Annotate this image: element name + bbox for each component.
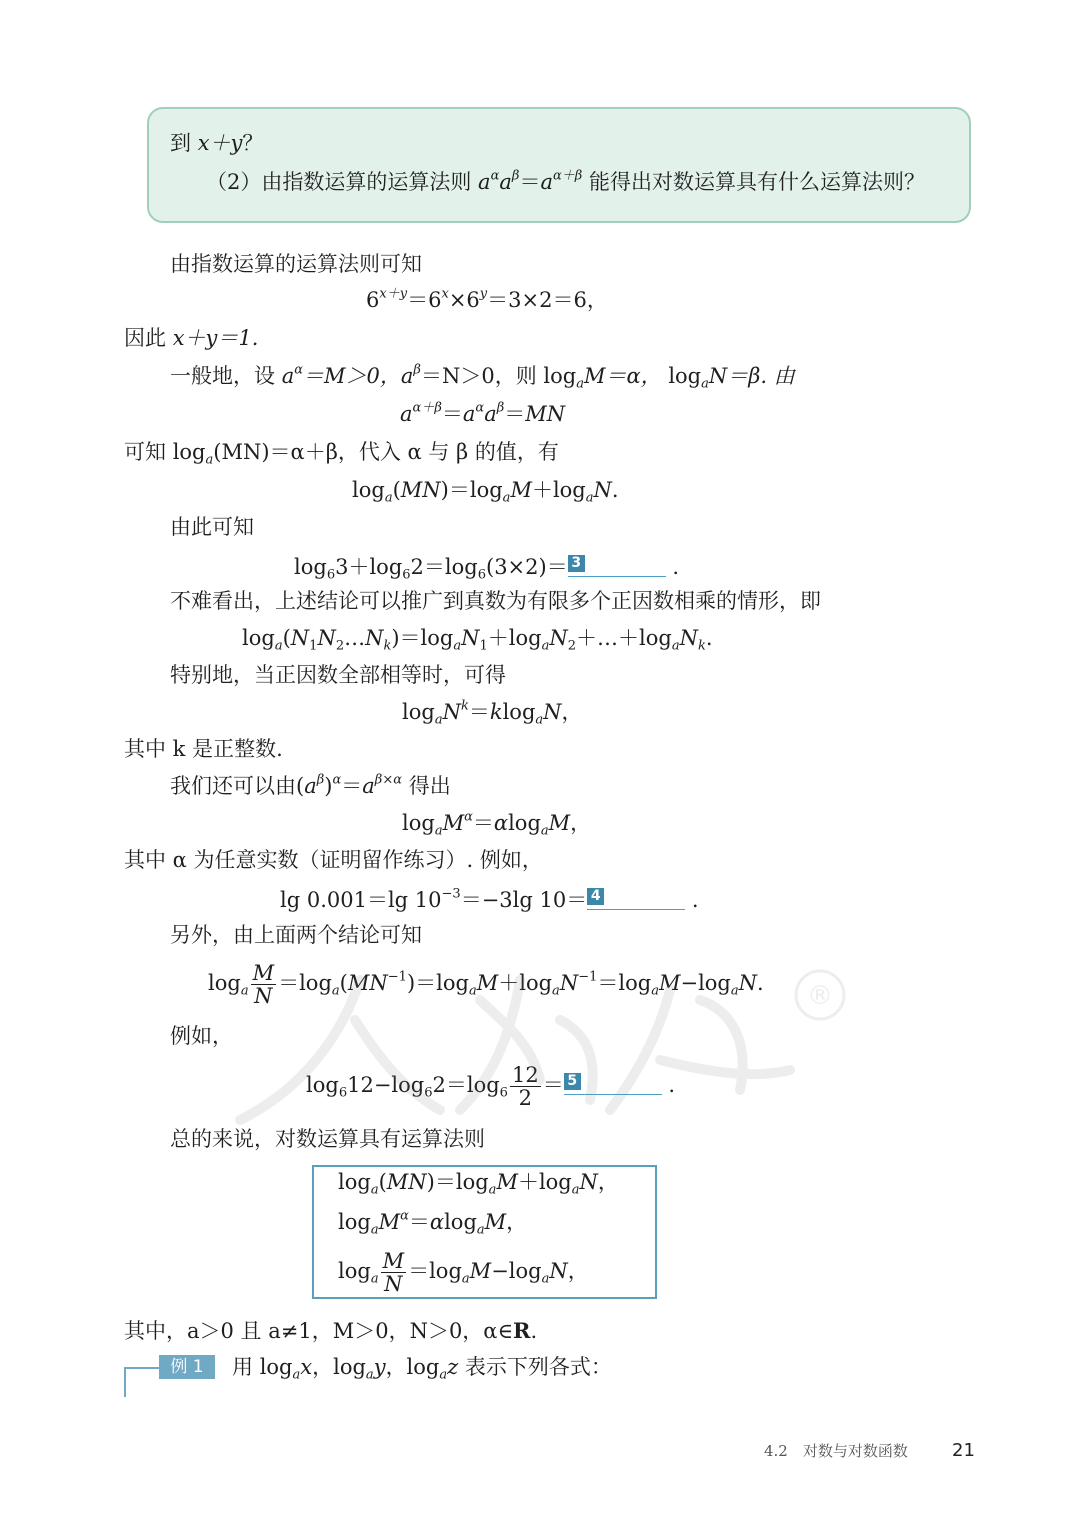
blank-number-badge: 4 xyxy=(587,888,604,905)
blank-number-badge: 3 xyxy=(568,555,585,572)
paragraph-6: 不难看出，上述结论可以推广到真数为有限多个正因数相乘的情形，即 xyxy=(170,589,821,613)
paragraph-5: 由此可知 xyxy=(170,515,254,539)
registered-mark: ® xyxy=(807,981,833,1011)
paragraph-10: 其中 α 为任意实数（证明留作练习）. 例如， xyxy=(124,848,543,872)
paragraph-11: 另外，由上面两个结论可知 xyxy=(170,923,422,947)
example-text: 用 $\log_ax$，$\log_ay$，$\log_az$ 表示下列各式： xyxy=(232,1355,612,1383)
think-box-line-1: 到 x＋y？ xyxy=(170,131,264,155)
formula-2: $a^{\alpha+\beta}=a^\alpha a^\beta=MN$ xyxy=(400,400,566,426)
formula-8: lg 0.001＝lg $10^{-3}=-3\lg$ 10＝ 4 . xyxy=(280,886,699,912)
formula-6: $\log_aN^k=klog_aN$， xyxy=(402,698,583,728)
formula-1: $6^{x+y}=6^x\times 6^y=3\times 2=6$， xyxy=(366,286,608,312)
formula-9: $\log_a$ $\frac{M}{N}$ $=\log_a(MN^{-1})=\log_aM+\log_aN^{-1}=\log_aM-\log_aN$. xyxy=(208,961,764,1009)
paragraph-14: 其中，a＞0 且 a≠1，M＞0，N＞0，α∈R. xyxy=(124,1318,538,1343)
paragraph-12: 例如， xyxy=(170,1024,233,1048)
paragraph-1: 由指数运算的运算法则可知 xyxy=(170,252,422,276)
paragraph-13: 总的来说，对数运算具有运算法则 xyxy=(170,1127,485,1151)
formula-4: $\log_63+\log_62=\log_6(3\times 2)=$ 3 . xyxy=(294,555,680,583)
publisher-watermark xyxy=(230,960,850,1130)
rule-1: $\log_a(MN)=\log_aM+\log_aN$， xyxy=(338,1170,619,1198)
answer-blank-4[interactable] xyxy=(587,887,685,910)
formula-7: $\log_aM^\alpha=\alpha\log_aM$， xyxy=(402,809,592,839)
page-number: 21 xyxy=(952,1440,975,1461)
rule-3: $\log_a$ $\frac{M}{N}$ $=\log_aM-\log_aN$， xyxy=(338,1249,589,1297)
formula-3: $\log_a(MN)=\log_aM+\log_aN$. xyxy=(352,478,619,506)
example-divider-line-vertical xyxy=(124,1367,126,1397)
paragraph-3: 一般地，设 $a^\alpha=M>0$，$a^\beta=N>0$，则 $\log_aM=\alpha$， $\log_aN=\beta$. 由 xyxy=(170,362,795,392)
think-box xyxy=(147,107,971,223)
paragraph-7: 特别地，当正因数全部相等时，可得 xyxy=(170,663,506,687)
paragraph-8: 其中 k 是正整数. xyxy=(124,737,283,761)
paragraph-2: 因此 x＋y＝1. xyxy=(124,326,259,350)
formula-10: $\log_612-\log_62=\log_6$ $\frac{12}{2}$ ＝ 5 . xyxy=(306,1063,676,1111)
paragraph-4: 可知 $\log_a(MN)=\alpha+\beta$，代入 α 与 β 的值，有 xyxy=(124,440,559,468)
paragraph-9: 我们还可以由$(a^\beta)^\alpha=a^{\beta\times\alpha}$ 得出 xyxy=(170,772,451,798)
example-label: 例 1 xyxy=(159,1355,215,1379)
formula-5: $\log_a(N_1N_2\dots N_k)=\log_aN_1+\log_aN_2+\dots+\log_aN_k$. xyxy=(242,626,713,654)
think-box-line-2: （2）由指数运算的运算法则 $a^\alpha a^\beta=a^{\alpha+\beta}$ 能得出对数运算具有什么运算法则？ xyxy=(206,168,925,194)
answer-blank-3[interactable] xyxy=(568,554,666,577)
footer-section-title: 4.2 对数与对数函数 xyxy=(764,1442,908,1460)
rule-2: $\log_aM^\alpha=\alpha\log_aM$， xyxy=(338,1208,528,1238)
blank-number-badge: 5 xyxy=(564,1073,581,1090)
example-divider-line xyxy=(124,1367,159,1369)
